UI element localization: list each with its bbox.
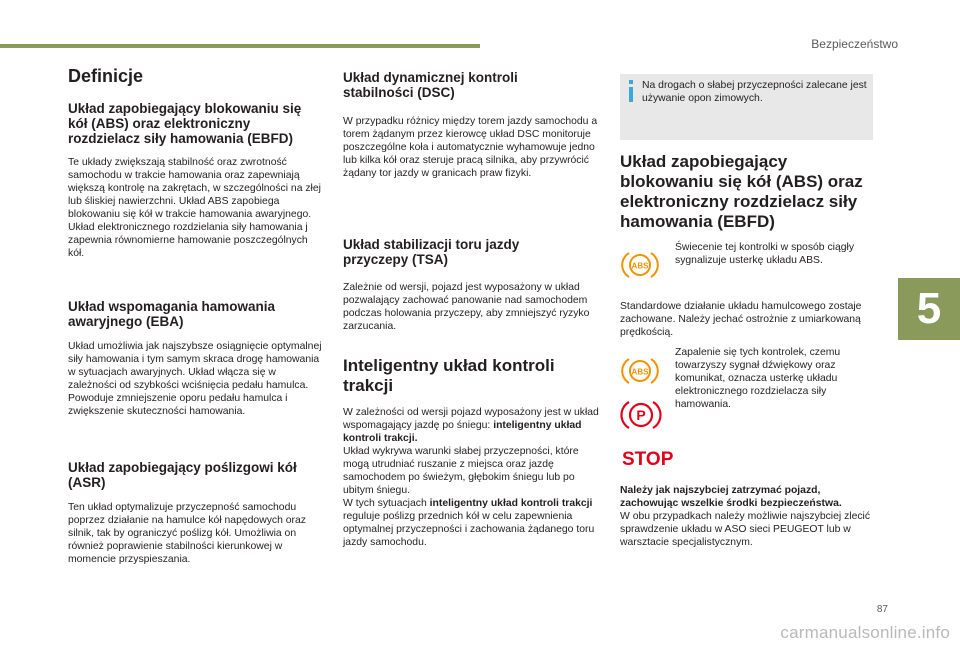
itc-paragraph-3: W tych sytuacjach inteligentny układ kontroli trakcji reguluje poślizg przednich kół w celu zapewnienia optymalnej przyczepności i zachowania żądanego toru jazdy samochodu. xyxy=(343,498,595,548)
tsa-paragraph-block xyxy=(343,281,601,333)
stop-text: W obu przypadkach należy możliwie najszybciej zlecić sprawdzenie układu w ASO sieci PEUGEOT lub w warsztacie specjalistycznym. xyxy=(620,511,871,548)
stop-text-block xyxy=(620,484,878,549)
itc-paragraph-2: Układ wykrywa warunki słabej przyczepności, które mogą utrudniać ruszanie z miejsca oraz jazdę samochodem po świeżym, głębokim śniegu lub po ubitym śniegu. xyxy=(343,446,579,496)
stop-warning-icon xyxy=(622,446,674,470)
abs-warning-lamp-icon xyxy=(622,250,658,280)
abs-warning-lamp-icon-2 xyxy=(622,356,658,386)
lamp2-text: Zapalenie się tych kontrolek, czemu towarzyszy sygnał dźwiękowy oraz komunikat, oznacza usterkę układu elektronicznego rozdzielacza siły hamowania. xyxy=(675,347,841,410)
page-title: Definicje xyxy=(68,66,144,86)
lamp1-text: Świecenie tej kontrolki w sposób ciągły sygnalizuje usterkę układu ABS. xyxy=(675,242,855,266)
eba-heading: Układ wspomagania hamowania awaryjnego (EBA) xyxy=(68,299,276,329)
brake-lamp-label: P xyxy=(636,407,646,423)
info-note xyxy=(620,74,873,140)
asr-paragraph-block xyxy=(68,501,326,566)
itc-term-2: inteligentny układ kontroli trakcji xyxy=(429,498,593,509)
std-text-block xyxy=(620,300,878,339)
itc-term: inteligentny układ kontroli trakcji. xyxy=(343,420,582,444)
stop-label: STOP xyxy=(622,449,674,470)
col3-heading: Układ zapobiegający blokowaniu się kół (ABS) oraz elektroniczny rozdzielacz siły hamowania (EBFD) xyxy=(620,152,863,231)
lamp1-text-block xyxy=(675,241,875,267)
eba-section xyxy=(68,299,318,329)
tsa-section xyxy=(343,237,583,267)
abs-heading: Układ zapobiegający blokowaniu się kół (ABS) oraz elektroniczny rozdzielacz siły hamowania (EBFD) xyxy=(68,101,302,146)
header-accent-bar xyxy=(0,44,480,48)
lamp2-text-block xyxy=(675,346,875,411)
abs-paragraph: Te układy zwiększają stabilność oraz zwrotność samochodu w trakcie hamowania oraz zapewniają większą kontrolę na zakrętach, w szczególności na złej lub śliskiej nawierzchni. Układ ABS zapobiega blokowaniu się kół w trakcie hamowania awaryjnego. Układ elektronicznego rozdzielania siły hamowania j zapewnia równomierne hamowanie poszczególnych kół. xyxy=(68,157,321,259)
watermark: carmanualsonline.info xyxy=(780,623,950,642)
abs-lamp-label-2: ABS xyxy=(631,367,649,377)
itc-paragraph-block xyxy=(343,406,601,549)
dsc-section xyxy=(343,70,583,100)
info-icon xyxy=(626,80,636,102)
asr-heading: Układ zapobiegający poślizgowi kół (ASR) xyxy=(68,460,297,490)
asr-paragraph: Ten układ optymalizuje przyczepność samochodu poprzez działanie na hamulce kół napędowych oraz silnik, tak by ograniczyć poślizg kół. Umożliwia on również poprawienie stabilności kierunkowej w momencie przyspieszania. xyxy=(68,502,306,565)
section-title: Bezpieczeństwo xyxy=(811,37,898,51)
chapter-tab: 5 xyxy=(898,278,960,340)
abs-lamp-label: ABS xyxy=(631,261,649,271)
tsa-heading: Układ stabilizacji toru jazdy przyczepy (TSA) xyxy=(343,237,520,267)
brake-warning-lamp-icon xyxy=(622,398,660,432)
std-text: Standardowe działanie układu hamulcowego zostaje zachowane. Należy jechać ostrożnie z umiarkowaną prędkością. xyxy=(620,301,862,338)
info-note-text: Na drogach o słabej przyczepności zalecane jest używanie opon zimowych. xyxy=(642,80,867,104)
eba-paragraph: Układ umożliwia jak najszybsze osiągnięcie optymalnej siły hamowania i tym samym skraca drogę hamowania w sytuacjach awaryjnych. Układ włącza się w zależności od szybkości wciśnięcia pedału hamulca. Powoduje zmniejszenie oporu pedału hamulca i zwiększenie skuteczności hamowania. xyxy=(68,341,322,417)
asr-section xyxy=(68,460,318,490)
abs-section xyxy=(68,101,318,146)
tsa-paragraph: Zależnie od wersji, pojazd jest wyposażony w układ pozwalający zachować panowanie nad samochodem podczas holowania przyczepy, aby zmniejszyć ryzyko zarzucania. xyxy=(343,282,590,332)
abs-paragraph-block xyxy=(68,156,326,260)
page-number: 87 xyxy=(876,604,888,615)
eba-paragraph-block xyxy=(68,340,326,418)
dsc-paragraph-block xyxy=(343,115,601,180)
itc-paragraph-1: W zależności od wersji pojazd wyposażony jest w układ wspomagający jazdę po śniegu: inteligentny układ kontroli trakcji. xyxy=(343,407,599,444)
col3-section xyxy=(620,152,875,232)
dsc-paragraph: W przypadku różnicy między torem jazdy samochodu a torem żądanym przez kierowcę układ DSC monitoruje poszczególne koła i automatycznie wyhamowuje jedno lub kilka kół oraz steruje pracą silnika, aby przywrócić żądany tor jazdy w granicach praw fizyki. xyxy=(343,116,598,179)
stop-bold-text: Należy jak najszybciej zatrzymać pojazd, zachowując wszelkie środki bezpieczeństwa. xyxy=(620,485,842,509)
itc-section xyxy=(343,356,593,396)
itc-heading: Inteligentny układ kontroli trakcji xyxy=(343,356,555,395)
dsc-heading: Układ dynamicznej kontroli stabilności (DSC) xyxy=(343,70,518,100)
